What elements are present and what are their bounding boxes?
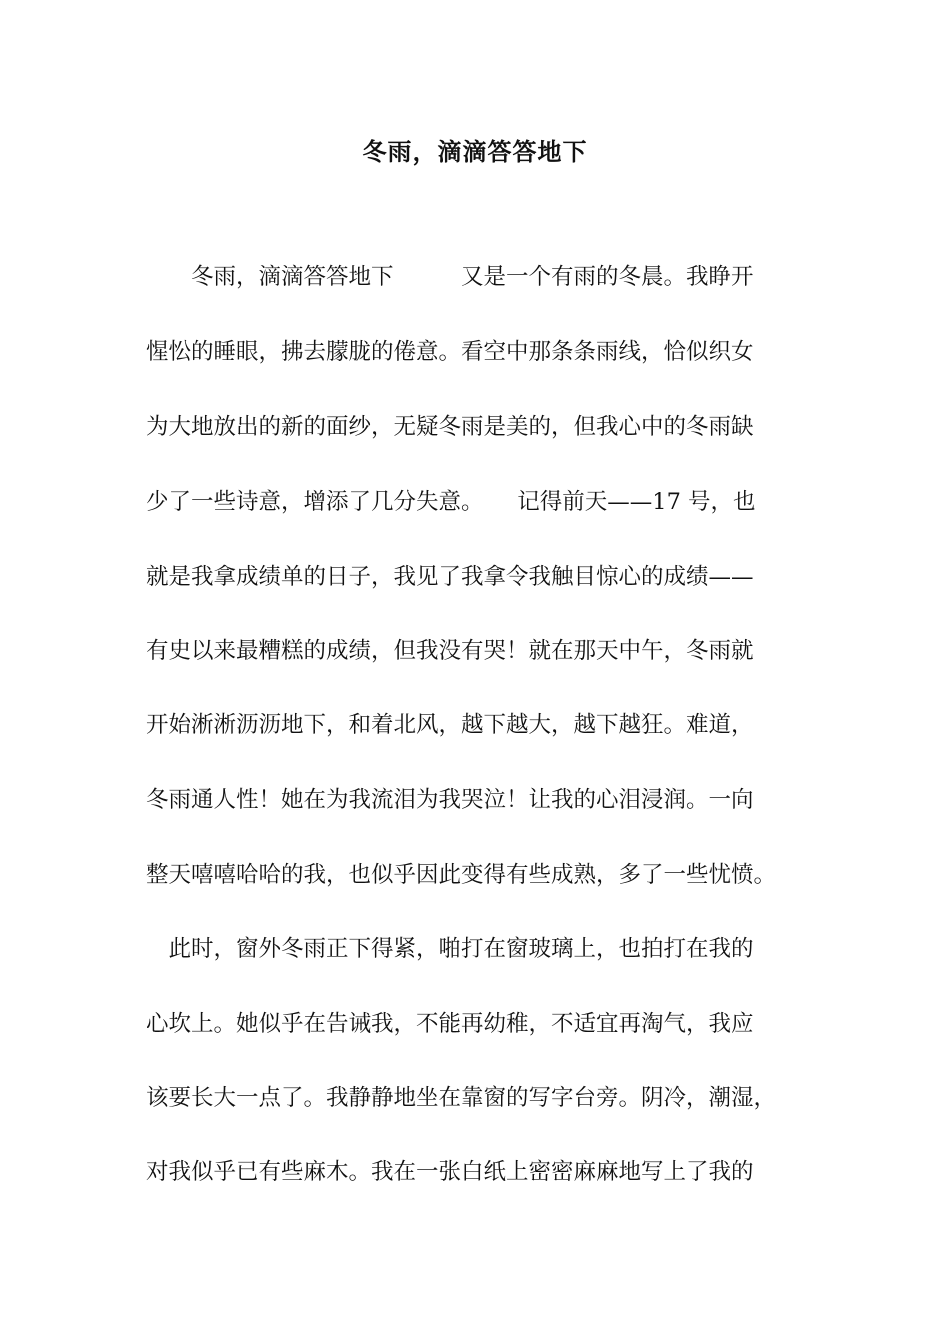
body-line-5: 就是我拿成绩单的日子，我见了我拿令我触目惊心的成绩—— — [146, 564, 754, 590]
document-title: 冬雨，滴滴答答地下 — [362, 137, 588, 166]
body-line-1: 冬雨，滴滴答答地下 又是一个有雨的冬晨。我睁开 — [146, 264, 754, 290]
body-line-8: 冬雨通人性！她在为我流泪为我哭泣！让我的心泪浸润。一向 — [146, 787, 754, 813]
body-line-7: 开始淅淅沥沥地下，和着北风，越下越大，越下越狂。难道， — [146, 712, 754, 738]
body-line-9: 整天嘻嘻哈哈的我，也似乎因此变得有些成熟，多了一些忧愤。 — [146, 862, 777, 888]
body-line-6: 有史以来最糟糕的成绩，但我没有哭！就在那天中午，冬雨就 — [146, 638, 754, 664]
body-line-2: 惺忪的睡眼，拂去朦胧的倦意。看空中那条条雨线，恰似织女 — [146, 339, 754, 365]
body-line-3: 为大地放出的新的面纱，无疑冬雨是美的，但我心中的冬雨缺 — [146, 414, 754, 440]
body-line-12: 该要长大一点了。我静静地坐在靠窗的写字台旁。阴冷，潮湿， — [146, 1085, 777, 1111]
body-line-13: 对我似乎已有些麻木。我在一张白纸上密密麻麻地写上了我的 — [146, 1159, 754, 1185]
body-line-11: 心坎上。她似乎在告诫我，不能再幼稚，不适宜再淘气，我应 — [146, 1011, 754, 1037]
body-line-10: 此时，窗外冬雨正下得紧，啪打在窗玻璃上，也拍打在我的 — [146, 936, 754, 962]
body-line-4: 少了一些诗意，增添了几分失意。 记得前天——17 号，也 — [146, 489, 756, 515]
